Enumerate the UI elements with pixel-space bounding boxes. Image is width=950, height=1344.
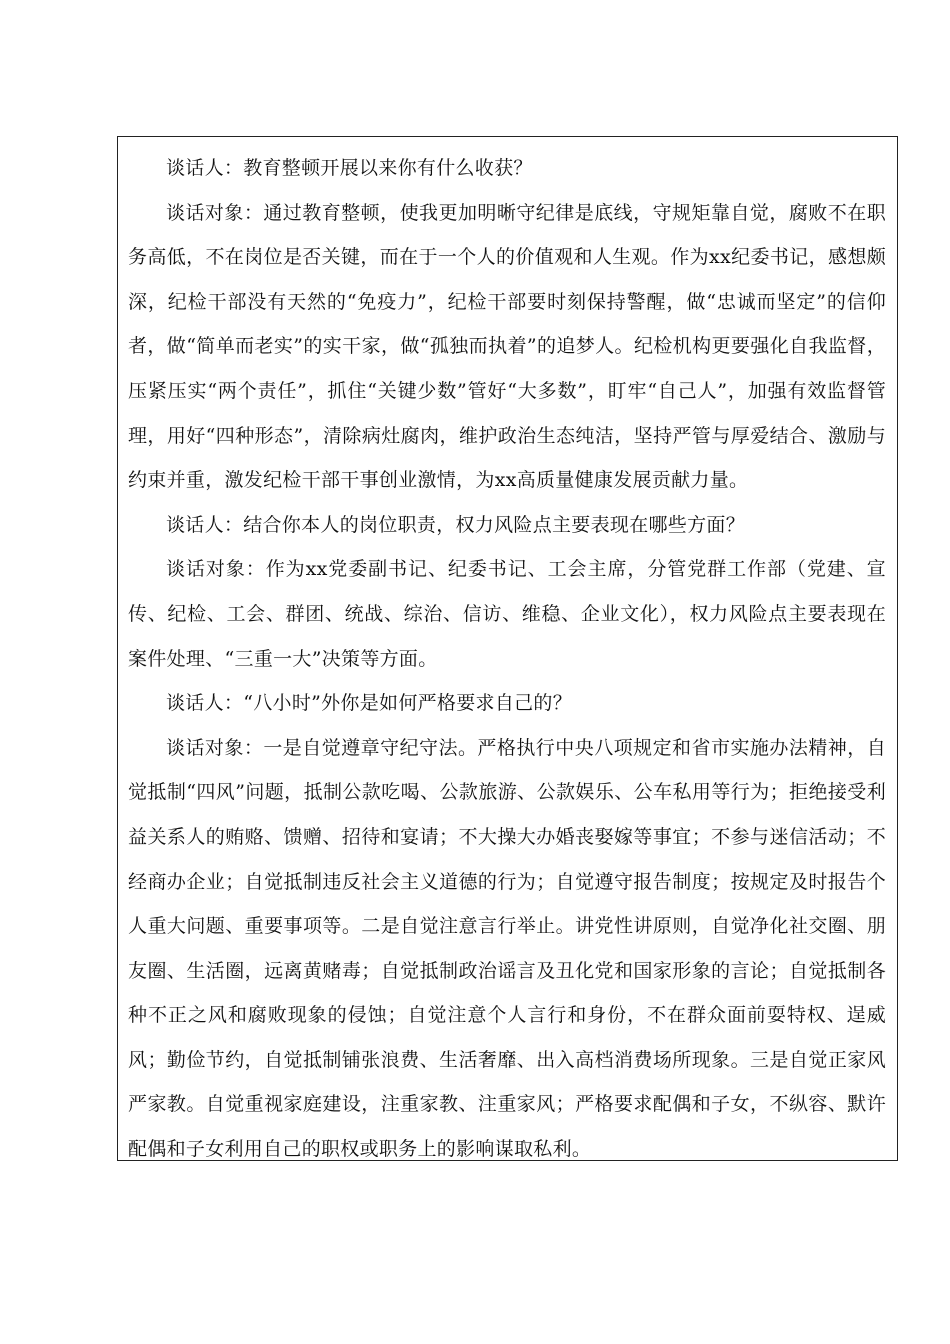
interview-record-table	[117, 136, 898, 1161]
interview-content	[128, 146, 886, 1172]
question-1: 谈话人：教育整顿开展以来你有什么收获？	[166, 157, 533, 179]
answer-1: 谈话对象：通过教育整顿，使我更加明晰守纪律是底线，守规矩靠自觉，腐败不在职务高低，不在岗位是否关键，而在于一个人的价值观和人生观。作为xx纪委书记，感想颇深，纪检干部没有天然的“免疫力”，纪检干部要时刻保持警醒，做“忠诚而坚定”的信仰者，做“简单而老实”的实干家，做“孤独而执着”的追梦人。纪检机构更要强化自我监督，压紧压实“两个责任”，抓住“关键少数”管好“大多数”，盯牢“自己人”，加强有效监督管理，用好“四种形态”，清除病灶腐肉，维护政治生态纯洁，坚持严管与厚爱结合、激励与约束并重，激发纪检干部干事创业激情，为xx高质量健康发展贡献力量。	[128, 201, 886, 492]
answer-3: 谈话对象：一是自觉遵章守纪守法。严格执行中央八项规定和省市实施办法精神，自觉抵制“四风”问题，抵制公款吃喝、公款旅游、公款娱乐、公车私用等行为；拒绝接受利益关系人的贿赂、馈赠、招待和宴请；不大操大办婚丧娶嫁等事宜；不参与迷信活动；不经商办企业；自觉抵制违反社会主义道德的行为；自觉遵守报告制度；按规定及时报告个人重大问题、重要事项等。二是自觉注意言行举止。讲党性讲原则，自觉净化社交圈、朋友圈、生活圈，远离黄赌毒；自觉抵制政治谣言及丑化党和国家形象的言论；自觉抵制各种不正之风和腐败现象的侵蚀；自觉注意个人言行和身份，不在群众面前耍特权、逞威风；勤俭节约，自觉抵制铺张浪费、生活奢靡、出入高档消费场所现象。三是自觉正家风严家教。自觉重视家庭建设，注重家教、注重家风；严格要求配偶和子女，不纵容、默许配偶和子女利用自己的职权或职务上的影响谋取私利。	[128, 736, 886, 1161]
question-3: 谈话人：“八小时”外你是如何严格要求自己的？	[166, 692, 573, 715]
answer-2: 谈话对象：作为xx党委副书记、纪委书记、工会主席，分管党群工作部（党建、宣传、纪检、工会、群团、统战、综治、信访、维稳、企业文化），权力风险点主要表现在案件处理、“三重一大”决策等方面。	[128, 558, 886, 670]
question-2: 谈话人：结合你本人的岗位职责，权力风险点主要表现在哪些方面？	[166, 513, 746, 536]
